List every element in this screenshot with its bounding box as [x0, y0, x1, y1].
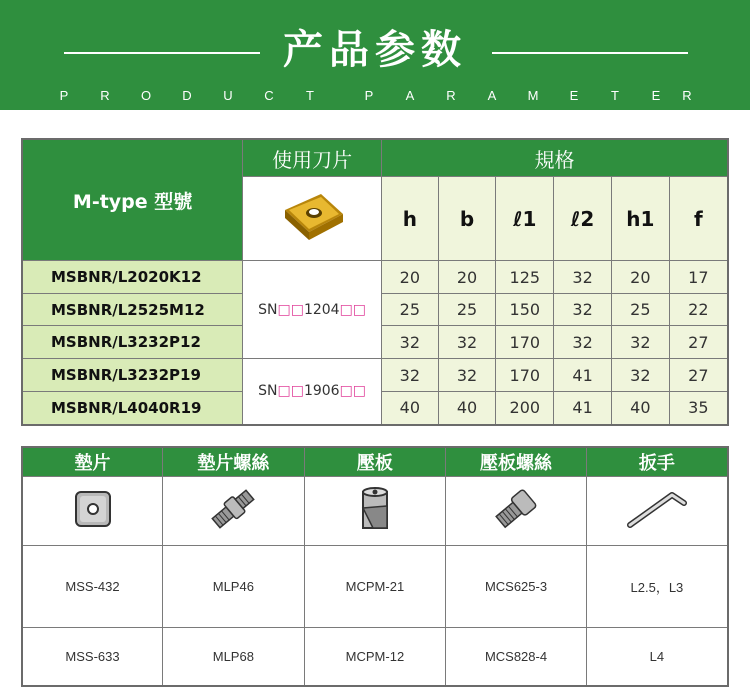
- insert-code-prefix: SN: [258, 383, 278, 400]
- value-cell: 32: [554, 326, 612, 359]
- accessory-cell: MLP46: [163, 546, 305, 628]
- page-subtitle: [0, 88, 750, 104]
- value-cell: 32: [611, 359, 669, 392]
- value-cell: 32: [554, 294, 612, 326]
- value-cell: 170: [496, 326, 554, 359]
- value-cell: 32: [438, 359, 496, 392]
- clamp-screw-icon-cell: [446, 477, 587, 546]
- hex-wrench-icon: [624, 489, 690, 529]
- subtitle-letter: R: [100, 88, 110, 103]
- value-cell: 20: [438, 261, 496, 294]
- value-cell: 25: [611, 294, 669, 326]
- spec-column-header: 規格: [381, 139, 728, 177]
- insert-code-cell: [243, 261, 382, 359]
- subtitle-letter: E: [651, 88, 661, 103]
- insert-code-suffix: □□: [339, 301, 367, 318]
- insert-code-boxes: □□: [277, 383, 304, 400]
- accessory-header: 壓板: [304, 447, 446, 477]
- model-cell: MSBNR/L3232P19: [22, 359, 243, 392]
- value-cell: 32: [381, 326, 438, 359]
- insert-code-code: 1204: [303, 301, 340, 318]
- shim-screw-icon: [205, 487, 261, 531]
- subtitle-letter: A: [487, 88, 497, 103]
- subtitle-letter: D: [182, 88, 192, 103]
- value-cell: 41: [554, 392, 612, 425]
- clamp-icon: [353, 484, 397, 534]
- accessory-cell: MSS-633: [22, 628, 163, 686]
- subtitle-letter: C: [264, 88, 274, 103]
- accessory-header: 墊片: [22, 447, 163, 477]
- dim-header-h: h: [381, 177, 438, 261]
- accessory-row: [22, 546, 728, 628]
- insert-code-code: 1906: [303, 383, 340, 400]
- accessory-header: 扳手: [586, 447, 728, 477]
- dim-header-f: f: [669, 177, 728, 261]
- value-cell: 40: [611, 392, 669, 425]
- value-cell: 40: [381, 392, 438, 425]
- value-cell: 20: [611, 261, 669, 294]
- value-cell: 25: [438, 294, 496, 326]
- value-cell: 41: [554, 359, 612, 392]
- accessory-cell: MSS-432: [22, 546, 163, 628]
- value-cell: 35: [669, 392, 728, 425]
- subtitle-letter: A: [405, 88, 415, 103]
- value-cell: 150: [496, 294, 554, 326]
- page-title: 产品参数: [283, 27, 467, 73]
- accessory-row: [22, 628, 728, 686]
- subtitle-letter: E: [569, 88, 579, 103]
- subtitle-letter: O: [140, 88, 152, 103]
- model-cell: MSBNR/L3232P12: [22, 326, 243, 359]
- value-cell: 20: [381, 261, 438, 294]
- insert-code-prefix: SN: [258, 301, 278, 318]
- value-cell: 32: [381, 359, 438, 392]
- subtitle-letter: R: [682, 88, 692, 103]
- accessory-cell: L2.5，L3: [586, 546, 728, 628]
- subtitle-letter: U: [223, 88, 233, 103]
- subtitle-letter: P: [364, 88, 374, 103]
- subtitle-letter: P: [59, 88, 69, 103]
- value-cell: 25: [381, 294, 438, 326]
- value-cell: 32: [554, 261, 612, 294]
- insert-code-suffix: □□: [339, 383, 367, 400]
- dim-header-l1: ℓ1: [496, 177, 554, 261]
- accessory-cell: MCPM-12: [304, 628, 446, 686]
- value-cell: 17: [669, 261, 728, 294]
- spec-row: [22, 261, 728, 294]
- model-cell: MSBNR/L2020K12: [22, 261, 243, 294]
- model-column-header: M-type 型號: [22, 139, 243, 261]
- shim-icon-cell: [22, 477, 163, 546]
- spec-table: [21, 138, 729, 426]
- accessory-cell: MLP68: [163, 628, 305, 686]
- insert-icon: [277, 188, 347, 246]
- subtitle-letter: R: [446, 88, 456, 103]
- value-cell: 125: [496, 261, 554, 294]
- hex-wrench-icon-cell: [586, 477, 728, 546]
- accessory-header: 墊片螺絲: [163, 447, 305, 477]
- clamp-icon-cell: [304, 477, 446, 546]
- clamp-screw-icon: [488, 487, 544, 531]
- insert-image-cell: [243, 177, 382, 261]
- accessory-cell: MCS625-3: [446, 546, 587, 628]
- model-cell: MSBNR/L4040R19: [22, 392, 243, 425]
- value-cell: 200: [496, 392, 554, 425]
- shim-screw-icon-cell: [163, 477, 305, 546]
- accessory-header: 壓板螺絲: [446, 447, 587, 477]
- subtitle-letter: T: [611, 88, 619, 103]
- shim-icon: [73, 489, 113, 529]
- subtitle-letter: T: [306, 88, 314, 103]
- insert-code-cell: [243, 359, 382, 425]
- subtitle-letter: M: [527, 88, 539, 103]
- value-cell: 32: [438, 326, 496, 359]
- spec-row: [22, 359, 728, 392]
- insert-column-header: 使用刀片: [243, 139, 382, 177]
- value-cell: 170: [496, 359, 554, 392]
- value-cell: 27: [669, 326, 728, 359]
- dim-header-h1: h1: [611, 177, 669, 261]
- value-cell: 22: [669, 294, 728, 326]
- value-cell: 40: [438, 392, 496, 425]
- insert-code-boxes: □□: [277, 301, 304, 318]
- dim-header-b: b: [438, 177, 496, 261]
- accessory-cell: MCPM-21: [304, 546, 446, 628]
- value-cell: 27: [669, 359, 728, 392]
- model-cell: MSBNR/L2525M12: [22, 294, 243, 326]
- dim-header-l2: ℓ2: [554, 177, 612, 261]
- accessories-table: [21, 446, 729, 687]
- value-cell: 32: [611, 326, 669, 359]
- accessory-cell: L4: [586, 628, 728, 686]
- accessory-cell: MCS828-4: [446, 628, 587, 686]
- header-banner: [0, 0, 750, 110]
